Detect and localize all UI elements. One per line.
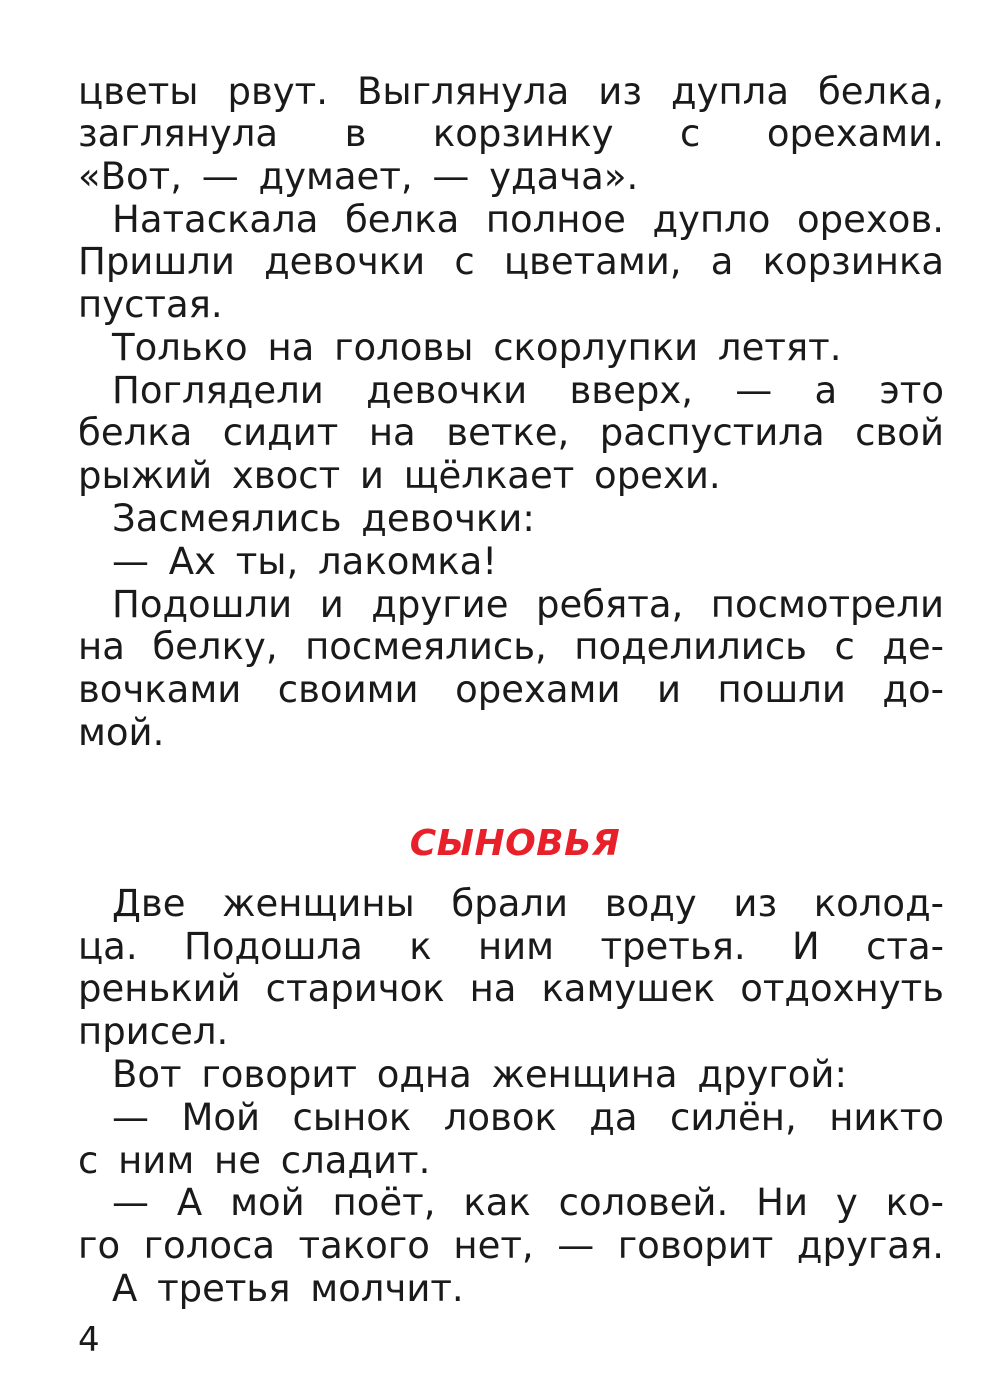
text-line: Поглядели девочки вверх, — а это <box>112 369 944 412</box>
text-line: на белку, посмеялись, поделились с де- <box>78 625 944 668</box>
text-line: заглянула в корзинку с орехами. <box>78 112 944 155</box>
text-line: вочками своими орехами и пошли до- <box>78 668 944 711</box>
text-line: с ним не сладит. <box>78 1139 431 1182</box>
story-title: СЫНОВЬЯ <box>409 823 621 864</box>
text-line: Две женщины брали воду из колод- <box>112 882 944 925</box>
text-line: присел. <box>78 1010 229 1053</box>
page-number: 4 <box>78 1320 100 1360</box>
text-line: цветы рвут. Выглянула из дупла белка, <box>78 70 944 113</box>
text-line: — Ах ты, лакомка! <box>112 540 498 583</box>
text-line: Пришли девочки с цветами, а корзинка <box>78 240 944 283</box>
text-line: — Мой сынок ловок да силён, никто <box>112 1096 944 1139</box>
text-line: А третья молчит. <box>112 1267 464 1310</box>
text-line: Только на головы скорлупки летят. <box>112 326 842 369</box>
text-line: Вот говорит одна женщина другой: <box>112 1053 847 1096</box>
text-line: го голоса такого нет, — говорит другая. <box>78 1224 944 1267</box>
text-line: пустая. <box>78 283 223 326</box>
text-line: ца. Подошла к ним третья. И ста- <box>78 925 944 968</box>
text-line: рыжий хвост и щёлкает орехи. <box>78 454 721 497</box>
text-line: Подошли и другие ребята, посмотрели <box>112 583 944 626</box>
text-line: «Вот, — думает, — удача». <box>78 155 639 198</box>
text-line: мой. <box>78 711 165 754</box>
text-line: ренький старичок на камушек отдохнуть <box>78 967 944 1010</box>
text-line: — А мой поёт, как соловей. Ни у ко- <box>112 1181 944 1224</box>
text-line: Засмеялись девочки: <box>112 497 535 540</box>
text-line: белка сидит на ветке, распустила свой <box>78 411 944 454</box>
text-line: Натаскала белка полное дупло орехов. <box>112 198 944 241</box>
